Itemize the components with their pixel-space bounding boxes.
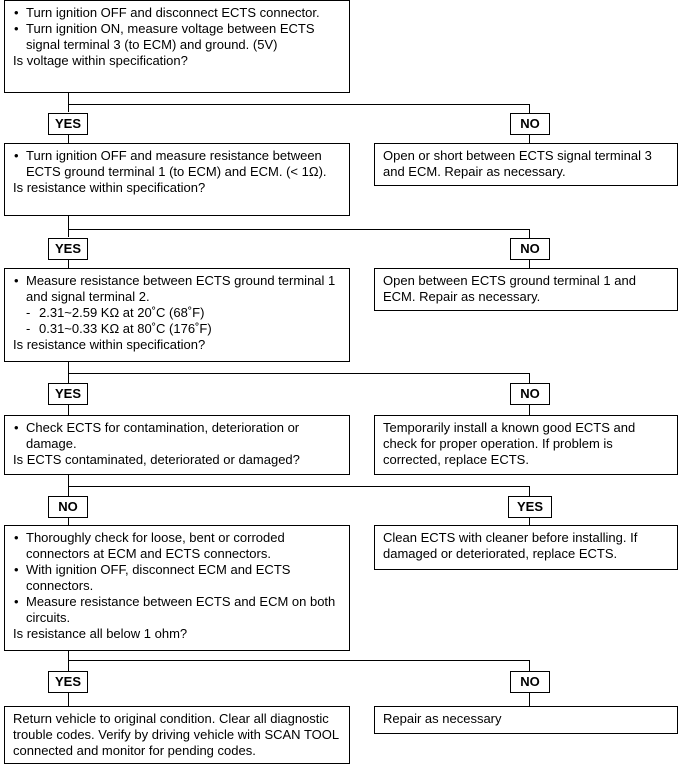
- step1-question: Is voltage within specification?: [13, 53, 188, 68]
- connector-2-yes-out: [68, 259, 69, 268]
- connector-2-no-out: [529, 259, 530, 268]
- step3-subitem: - 0.31~0.33 KΩ at 80˚C (176˚F): [13, 321, 343, 337]
- step4-question: Is ECTS contaminated, deteriorated or damaged?: [13, 452, 300, 467]
- step2-question: Is resistance within specification?: [13, 180, 206, 195]
- step2-yes-label: YES: [48, 238, 88, 260]
- connector-1-no-down: [529, 104, 530, 113]
- connector-3-no-down: [529, 373, 530, 383]
- step1-item: • Turn ignition OFF and disconnect ECTS connector.: [13, 5, 343, 21]
- step5-yes-label: YES: [48, 671, 88, 693]
- step5-item: • Thoroughly check for loose, bent or corroded connectors at ECM and ECTS connectors.: [13, 530, 343, 562]
- connector-1-no-out: [529, 134, 530, 143]
- step3-item: • Measure resistance between ECTS ground terminal 1 and signal terminal 2.: [13, 273, 343, 305]
- connector-2-horizontal: [68, 229, 530, 230]
- connector-5-yes-out: [68, 692, 69, 706]
- step5-question: Is resistance all below 1 ohm?: [13, 626, 188, 641]
- step4-no-label: NO: [48, 496, 88, 518]
- connector-4-down: [68, 474, 69, 496]
- connector-2-no-down: [529, 229, 530, 238]
- step5-item: • Measure resistance between ECTS and ECM on both circuits.: [13, 594, 343, 626]
- connector-4-no-out: [68, 517, 69, 525]
- step3-no-result-box: Temporarily install a known good ECTS and check for proper operation. If problem is corrected, replace ECTS.: [374, 415, 678, 475]
- step1-no-result-box: Open or short between ECTS signal terminal 3 and ECM. Repair as necessary.: [374, 143, 678, 186]
- step1-item: • Turn ignition ON, measure voltage between ECTS signal terminal 3 (to ECM) and ground. (5V): [13, 21, 343, 53]
- connector-4-yes-out: [529, 517, 530, 525]
- step1-box: [4, 0, 350, 93]
- step4-box: [4, 415, 350, 475]
- connector-1-horizontal: [68, 104, 530, 105]
- connector-3-yes-out: [68, 404, 69, 415]
- connector-4-yes-down: [529, 486, 530, 496]
- step5-item: • With ignition OFF, disconnect ECM and ECTS connectors.: [13, 562, 343, 594]
- connector-5-down: [68, 650, 69, 672]
- step4-yes-result-box: Clean ECTS with cleaner before installing. If damaged or deteriorated, replace ECTS.: [374, 525, 678, 570]
- connector-3-horizontal: [68, 373, 530, 374]
- step5-no-result-box: Repair as necessary: [374, 706, 678, 734]
- step3-yes-label: YES: [48, 383, 88, 405]
- connector-1-down: [68, 92, 69, 112]
- step2-box: [4, 143, 350, 216]
- connector-2-down: [68, 215, 69, 237]
- connector-3-no-out: [529, 404, 530, 415]
- step1-yes-label: YES: [48, 113, 88, 135]
- step1-no-label: NO: [510, 113, 550, 135]
- step3-question: Is resistance within specification?: [13, 337, 206, 352]
- step4-yes-label: YES: [508, 496, 552, 518]
- step3-box: [4, 268, 350, 362]
- step5-box: [4, 525, 350, 651]
- step3-no-label: NO: [510, 383, 550, 405]
- connector-3-down: [68, 361, 69, 383]
- step3-subitem: - 2.31~2.59 KΩ at 20˚C (68˚F): [13, 305, 343, 321]
- connector-5-no-out: [529, 692, 530, 706]
- step2-item: • Turn ignition OFF and measure resistance between ECTS ground terminal 1 (to ECM) and ECM. (< 1Ω).: [13, 148, 343, 180]
- step5-yes-result-box: Return vehicle to original condition. Clear all diagnostic trouble codes. Verify by driving vehicle with SCAN TOOL connected and monitor for pending codes.: [4, 706, 350, 764]
- connector-1-yes-out: [68, 134, 69, 143]
- step4-item: • Check ECTS for contamination, deterioration or damage.: [13, 420, 343, 452]
- step2-no-result-box: Open between ECTS ground terminal 1 and ECM. Repair as necessary.: [374, 268, 678, 311]
- connector-4-horizontal: [68, 486, 530, 487]
- connector-5-horizontal: [68, 660, 530, 661]
- step2-no-label: NO: [510, 238, 550, 260]
- step5-no-label: NO: [510, 671, 550, 693]
